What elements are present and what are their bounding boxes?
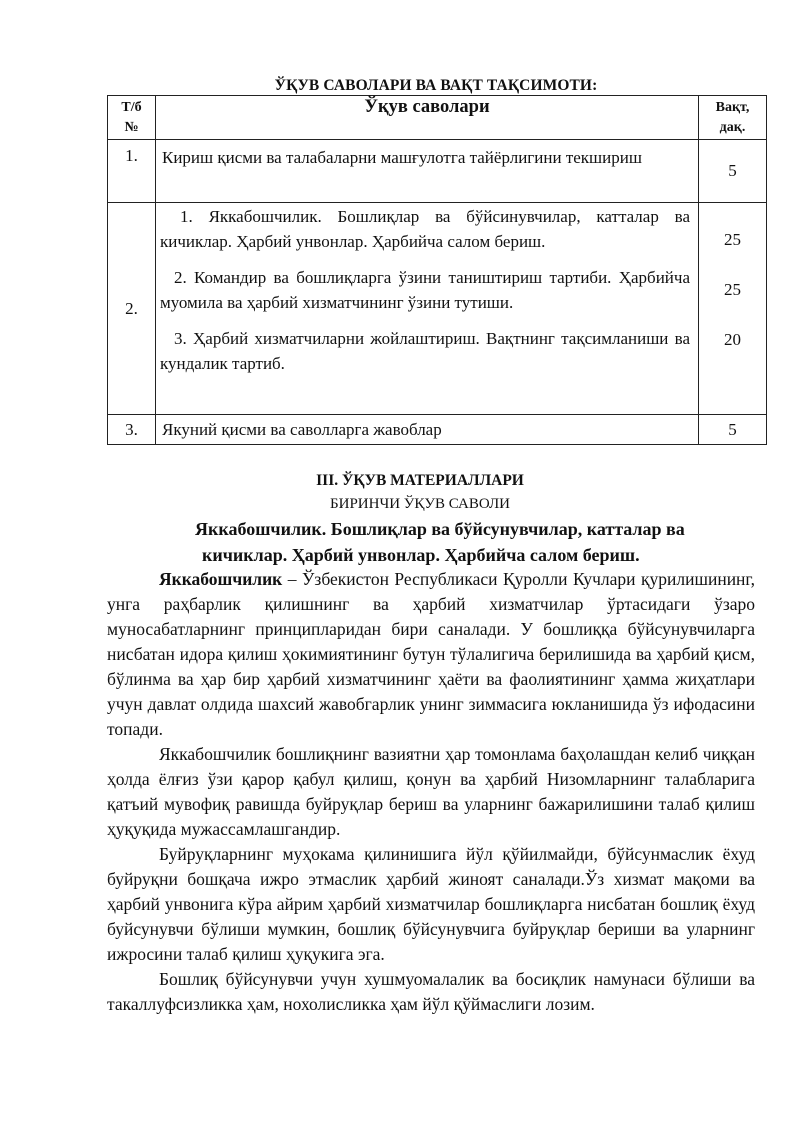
row-time: 5	[699, 140, 767, 203]
table-header-row	[108, 96, 767, 140]
table-row	[108, 203, 767, 415]
paragraph	[107, 742, 755, 842]
header-number-label: Т/б №	[121, 99, 142, 135]
section-subtitle: БИРИНЧИ ЎҚУВ САВОЛИ	[330, 496, 510, 512]
table-title: ЎҚУВ САВОЛАРИ ВА ВАҚТ ТАҚСИМОТИ:	[274, 77, 598, 94]
row-time: 5	[699, 415, 767, 445]
paragraph-text: Бошлиқ бўйсунувчи учун хушмуомалалик ва босиқлик намунаси бўлиши ва такаллуфсизликка ҳам, нохолисликка ҳам йўл қўймаслиги лозим.	[107, 969, 755, 1014]
table-row	[108, 140, 767, 203]
row-number: 2.	[108, 203, 156, 415]
row-question	[156, 140, 699, 203]
question-item: 2. Командир ва бошлиқларга ўзини таништириш тартиби. Ҳарбийча муомила ва ҳарбий хизматчининг ўзини тутиши.	[160, 268, 690, 312]
header-number	[108, 96, 156, 140]
paragraph	[107, 967, 755, 1017]
row-question-text: Кириш қисми ва талабаларни машғулотга тайёрлигини текшириш	[162, 148, 642, 167]
time-value: 25	[724, 280, 741, 299]
header-time-label: Вақт, дақ.	[715, 99, 750, 135]
table-row	[108, 415, 767, 445]
schedule-table	[107, 95, 767, 445]
header-time	[699, 96, 767, 140]
paragraph	[107, 842, 755, 967]
row-number: 1.	[108, 140, 156, 203]
row-question-list	[156, 203, 699, 415]
topic-line: Яккабошчилик. Бошлиқлар ва бўйсунувчилар, катталар ва	[195, 519, 685, 539]
question-item: 3. Ҳарбий хизматчиларни жойлаштириш. Вақтнинг тақсимланиши ва кундалик тартиб.	[160, 329, 690, 373]
body-text	[107, 567, 755, 1017]
row-times	[699, 203, 767, 415]
row-number: 3.	[108, 415, 156, 445]
paragraph	[107, 567, 755, 742]
paragraph-text: Буйруқларнинг муҳокама қилинишига йўл қўйилмайди, бўйсунмаслик ёхуд буйруқни бошқача ижро этмаслик ҳарбий жиноят саналади.Ўз хизмат мақоми ва ҳарбий унвонига кўра айрим ҳарбий хизматчилар бошлиқларга нисбатан бошлиқ ёхуд буйсунувчи бўлиши мумкин, бошлиқ бўйсунувчига буйруқлар бериши ва уларнинг ижросини талаб қилиш ҳуқукига эга.	[107, 844, 755, 964]
paragraph-text: – Ўзбекистон Республикаси Қуролли Кучлари қурилишининг, унга раҳбарлик қилишнинг ва ҳарбий хизматчилар ўртасидаги ўзаро муносабатларнинг принципларидан бири саналади. У бошлиққа бўйсунувчиларга нисбатан идора қилиш ҳокимиятининг бутун тўлалигича берилишида ва ҳарбий қисм, бўлинма ва ҳар бир ҳарбий хизматчининг ҳаёти ва фаолиятининг ҳамма жиҳатлари учун давлат олдида шахсий жавобгарлик унинг зиммасига юкланишида ўз ифодасини топади.	[107, 569, 755, 739]
row-question: Якуний қисми ва саволларга жавоблар	[156, 415, 699, 445]
question-item: 1. Яккабошчилик. Бошлиқлар ва бўйсинувчилар, катталар ва кичиклар. Ҳарбий унвонлар. Ҳарбийча салом бериш.	[160, 207, 690, 251]
header-question: Ўқув саволари	[156, 96, 699, 140]
section-title: III. ЎҚУВ МАТЕРИАЛЛАРИ	[316, 472, 524, 489]
topic-line: кичиклар. Ҳарбий унвонлар. Ҳарбийча салом бериш.	[202, 545, 640, 565]
topic-heading	[107, 516, 765, 568]
time-value: 25	[724, 230, 741, 249]
paragraph-lead: Яккабошчилик	[159, 569, 283, 589]
time-value: 20	[724, 330, 741, 349]
paragraph-text: Яккабошчилик бошлиқнинг вазиятни ҳар томонлама баҳолашдан келиб чиққан ҳолда ёлғиз ўзи қарор қабул қилиш, қонун ва ҳарбий Низомларнинг талабларига қатъий мувофиқ равишда буйруқлар бериш ва уларнинг бажарилишини талаб қилиш ҳуқуқида мужассамлашгандир.	[107, 744, 755, 839]
